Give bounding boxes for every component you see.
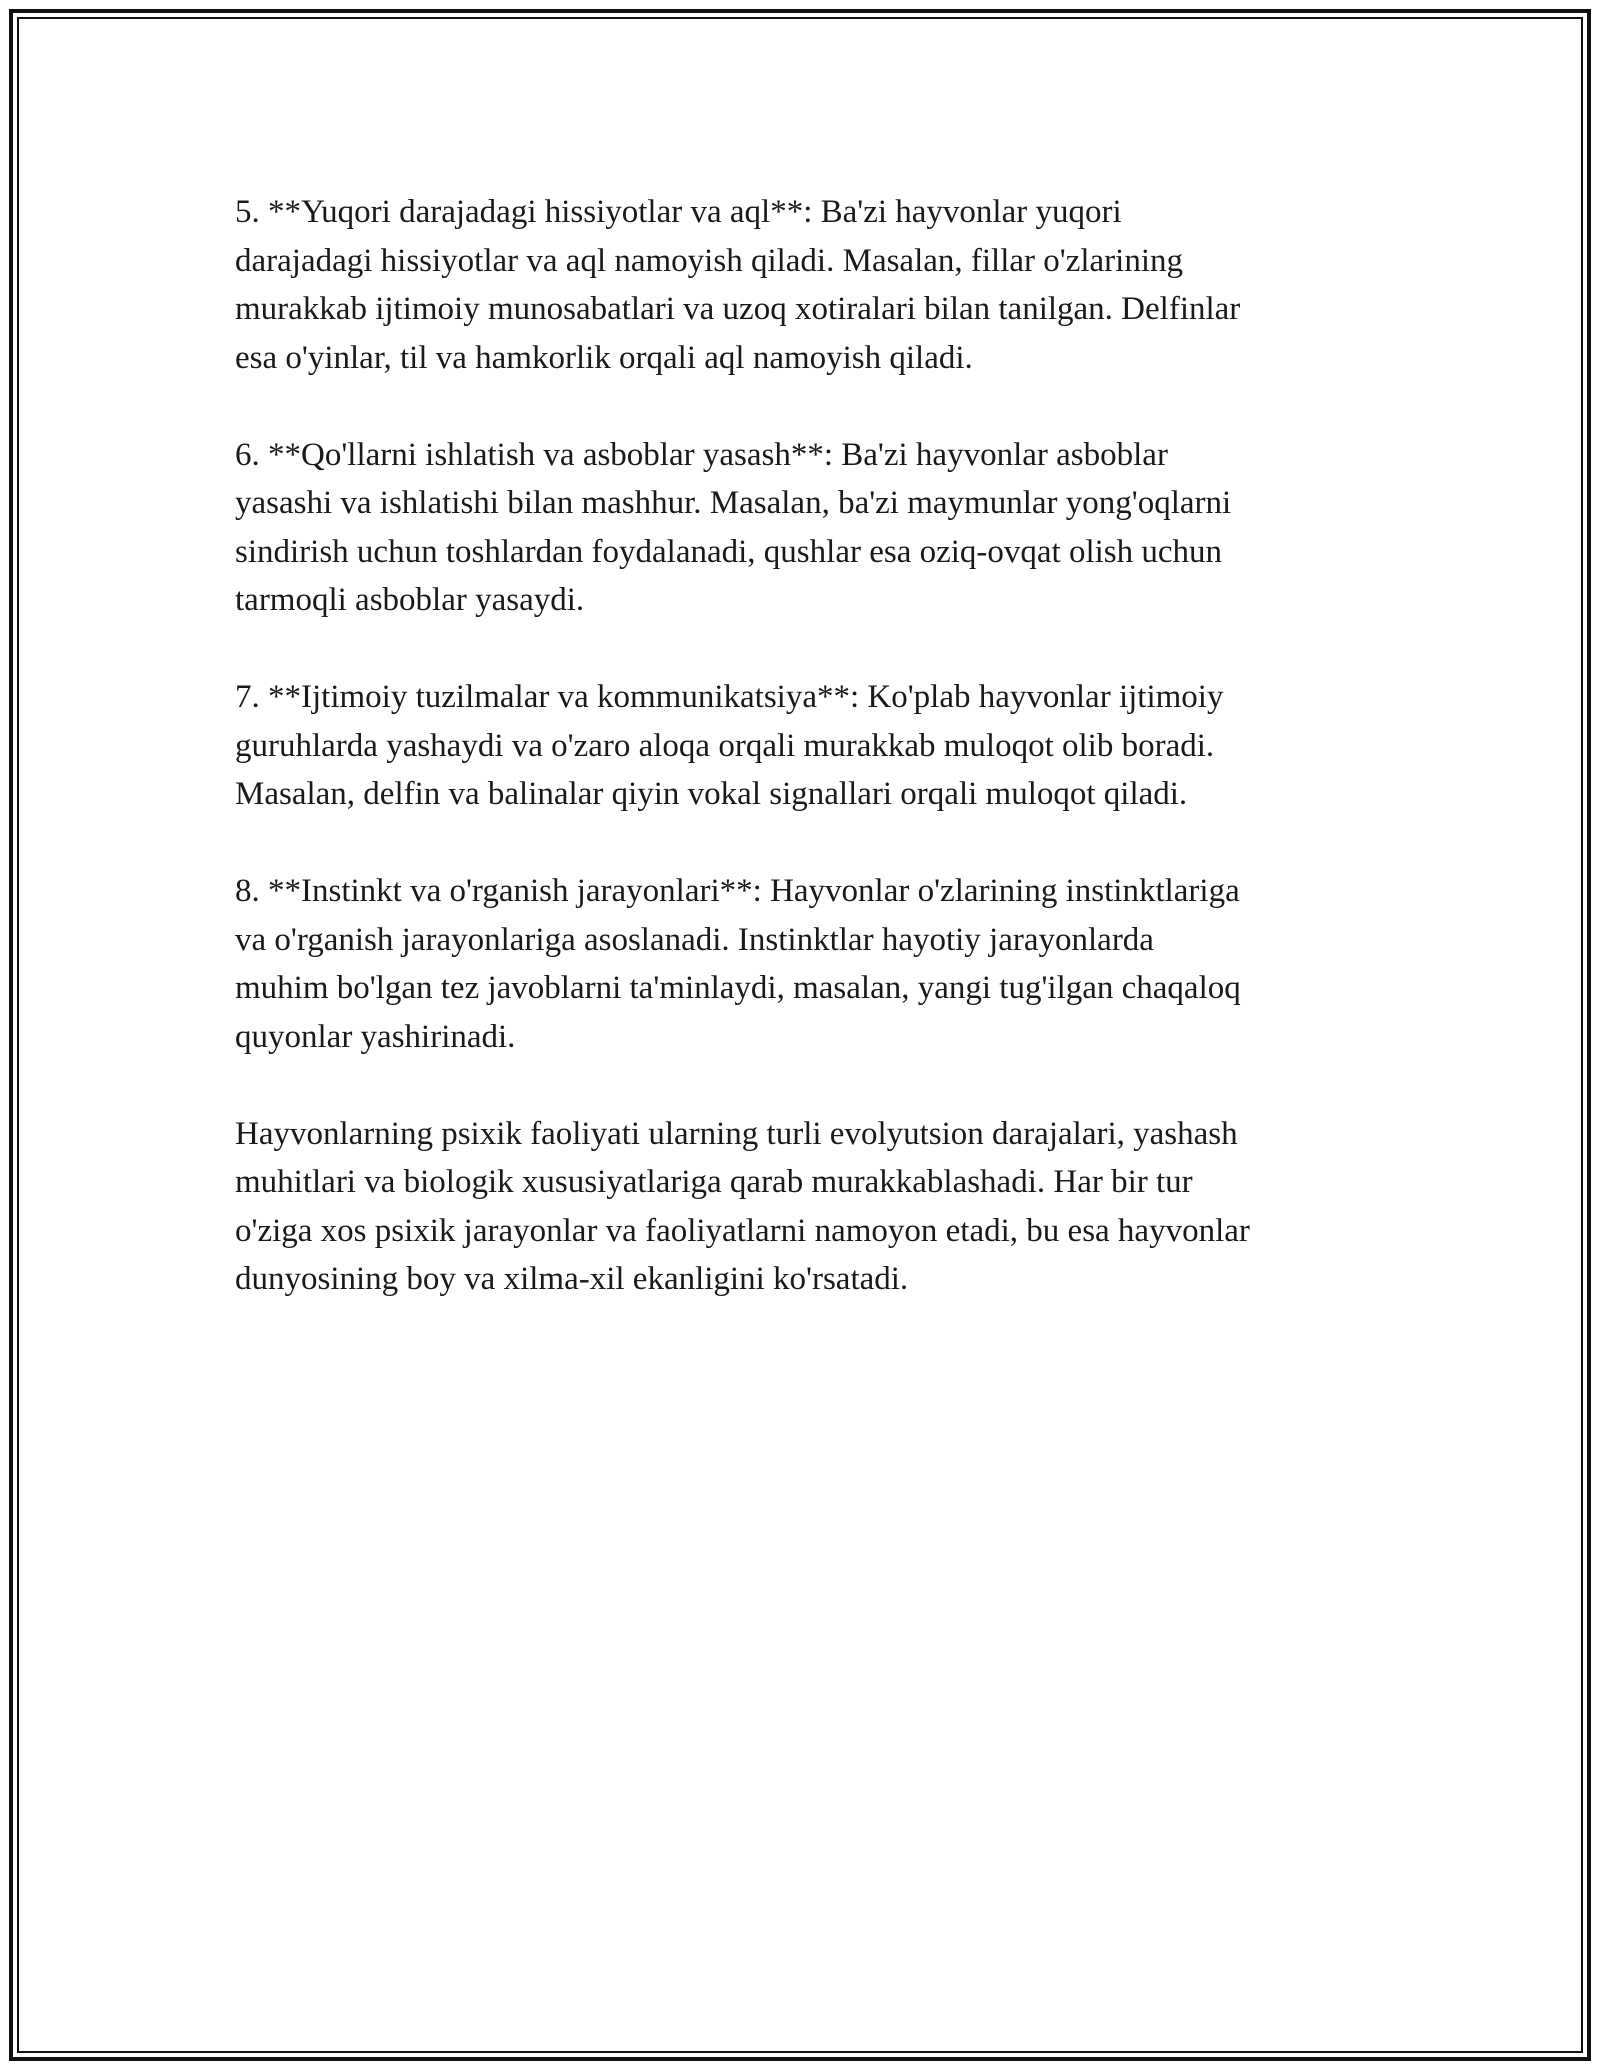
text-line: tarmoqli asboblar yasaydi.	[235, 582, 585, 618]
text-line: o'ziga xos psixik jarayonlar va faoliyatlarni namoyon etadi, bu esa hayvonlar	[235, 1212, 1250, 1249]
text-line: quyonlar yashirinadi.	[235, 1018, 516, 1055]
text-line: darajadagi hissiyotlar va aql namoyish qiladi. Masalan, fillar o'zlarining	[235, 242, 1184, 279]
text-line: sindirish uchun toshlardan foydalanadi, qushlar esa oziq-ovqat olish uchun	[235, 533, 1223, 570]
document-body	[235, 188, 1370, 1352]
text-line: murakkab ijtimoiy munosabatlari va uzoq xotiralari bilan tanilgan. Delfinlar	[235, 291, 1241, 327]
paragraph-instinct-learning	[235, 867, 1370, 1061]
text-line: 6. **Qo'llarni ishlatish va asboblar yasash**: Ba'zi hayvonlar asboblar	[235, 436, 1168, 473]
text-line: dunyosining boy va xilma-xil ekanligini ko'rsatadi.	[235, 1261, 909, 1297]
text-line: Hayvonlarning psixik faoliyati ularning turli evolyutsion darajalari, yashash	[235, 1115, 1238, 1152]
text-line: muhitlari va biologik xususiyatlariga qarab murakkablashadi. Har bir tur	[235, 1164, 1193, 1200]
text-line: va o'rganish jarayonlariga asoslanadi. Instinktlar hayotiy jarayonlarda	[235, 921, 1154, 958]
paragraph-social-structures	[235, 673, 1370, 819]
text-line: 7. **Ijtimoiy tuzilmalar va kommunikatsiya**: Ko'plab hayvonlar ijtimoiy	[235, 679, 1224, 715]
paragraph-conclusion	[235, 1110, 1370, 1304]
text-line: 5. **Yuqori darajadagi hissiyotlar va aql**: Ba'zi hayvonlar yuqori	[235, 194, 1122, 230]
text-line: Masalan, delfin va balinalar qiyin vokal signallari orqali muloqot qiladi.	[235, 776, 1188, 812]
paragraph-emotions-intelligence	[235, 188, 1370, 382]
paragraph-tool-use	[235, 431, 1370, 625]
text-line: yasashi va ishlatishi bilan mashhur. Masalan, ba'zi maymunlar yong'oqlarni	[235, 485, 1232, 521]
text-line: esa o'yinlar, til va hamkorlik orqali aql namoyish qiladi.	[235, 339, 973, 376]
text-line: 8. **Instinkt va o'rganish jarayonlari**: Hayvonlar o'zlarining instinktlariga	[235, 873, 1240, 909]
text-line: guruhlarda yashaydi va o'zaro aloqa orqali murakkab muloqot olib boradi.	[235, 727, 1215, 764]
text-line: muhim bo'lgan tez javoblarni ta'minlaydi, masalan, yangi tug'ilgan chaqaloq	[235, 970, 1241, 1006]
